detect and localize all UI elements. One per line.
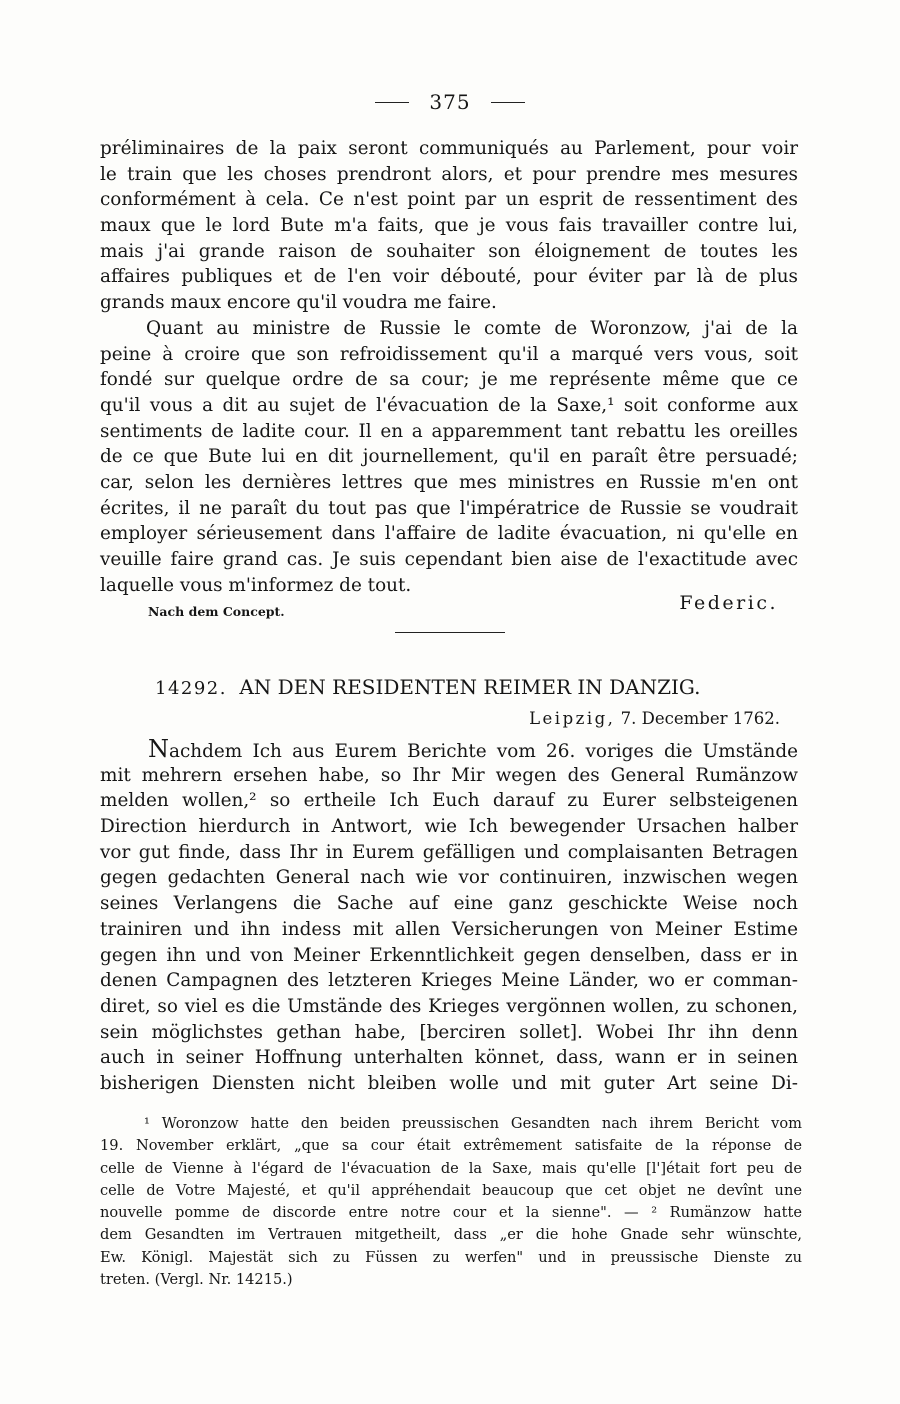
document-heading xyxy=(155,675,701,699)
footnote-line: celle de Vienne à l'égard de l'évacuation de la Saxe, mais qu'elle [l']était fort peu de xyxy=(100,1159,802,1177)
footnote-line: celle de Votre Majesté, et qu'il appréhendait beaucoup que cet objet ne devînt une xyxy=(100,1181,802,1199)
header-rule-right xyxy=(491,102,525,103)
text-line: gegen ihn und von Meiner Erkenntlichkeit gegen denselben, dass er in xyxy=(100,944,798,966)
dateline-date: 7. December 1762. xyxy=(620,709,780,728)
text-line: mit mehrern ersehen habe, so Ihr Mir wegen des General Rumänzow xyxy=(100,764,798,786)
footnote-line: 19. November erklärt, „que sa cour était extrêmement satisfaite de la réponse de xyxy=(100,1137,802,1155)
header-rule-left xyxy=(375,102,409,103)
text-line: le train que les choses prendront alors, et pour prendre mes mesures xyxy=(100,163,798,185)
page-header xyxy=(0,90,900,114)
source-note: Nach dem Concept. xyxy=(148,604,285,619)
footnote-line: dem Gesandten im Vertrauen mitgetheilt, dass „er die hohe Gnade sehr wünschte, xyxy=(100,1226,802,1244)
document-title: AN DEN RESIDENTEN REIMER IN DANZIG. xyxy=(239,675,701,699)
text-line: mais j'ai grande raison de souhaiter son éloignement de toutes les xyxy=(100,240,798,262)
text-line: Quant au ministre de Russie le comte de Woronzow, j'ai de la xyxy=(146,317,798,339)
text-line: denen Campagnen des letzteren Krieges Meine Länder, wo er comman- xyxy=(100,970,798,992)
document-number: 14292. xyxy=(155,678,227,699)
text-line: affaires publiques et de l'en voir débouté, pour éviter par là de plus xyxy=(100,266,798,288)
text-line: conformément à cela. Ce n'est point par un esprit de ressentiment des xyxy=(100,189,798,211)
text-line: seines Verlangens die Sache auf eine ganz geschickte Weise noch xyxy=(100,893,798,915)
footnote-line: Ew. Königl. Majestät sich zu Füssen zu werfen" und in preussische Dienste zu xyxy=(100,1248,802,1266)
text-line: préliminaires de la paix seront communiqués au Parlement, pour voir xyxy=(100,138,798,159)
footnote-line: nouvelle pomme de discorde entre notre cour et la sienne". — ² Rumänzow hatte xyxy=(100,1204,802,1222)
text-line: fondé sur quelque ordre de sa cour; je me représente même que ce xyxy=(100,369,798,391)
text-line: car, selon les dernières lettres que mes ministres en Russie m'en ont xyxy=(100,471,798,493)
text-line: qu'il vous a dit au sujet de l'évacuation de la Saxe,¹ soit conforme aux xyxy=(100,394,798,416)
text-line: sentiments de ladite cour. Il en a apparemment tant rebattu les oreilles xyxy=(100,420,798,442)
text-line xyxy=(100,737,798,763)
text-line: vor gut finde, dass Ihr in Eurem gefälligen und complaisanten Betragen xyxy=(100,841,798,863)
dateline xyxy=(529,709,780,728)
dateline-place: Leipzig, xyxy=(529,709,616,728)
text-line: peine à croire que son refroidissement qu'il a marqué vers vous, soit xyxy=(100,343,798,365)
text-line: trainiren und ihn indess mit allen Versicherungen von Meiner Estime xyxy=(100,918,798,940)
text-line: sein möglichstes gethan habe, [berciren sollet]. Wobei Ihr ihn denn xyxy=(100,1021,798,1043)
text-line: bisherigen Diensten nicht bleiben wolle und mit guter Art seine Di- xyxy=(100,1072,798,1094)
text-line: de ce que Bute lui en dit journellement, qu'il en paraît être persuadé; xyxy=(100,446,798,468)
letter-paragraph xyxy=(100,136,798,316)
text-line: diret, so viel es die Umstände des Krieges vergönnen wollen, zu schonen, xyxy=(100,995,798,1017)
footnote-line: ¹ Woronzow hatte den beiden preussischen Gesandten nach ihrem Bericht vom xyxy=(144,1115,802,1132)
footnotes xyxy=(100,1113,802,1291)
signature: Federic. xyxy=(679,592,778,614)
text-line: veuille faire grand cas. Je suis cependant bien aise de l'exactitude avec xyxy=(100,549,798,570)
text-line: maux que le lord Bute m'a faits, que je vous fais travailler contre lui, xyxy=(100,215,798,237)
initial-letter: N xyxy=(148,735,169,763)
text-line: écrites, il ne paraît du tout pas que l'impératrice de Russie se voudrait xyxy=(100,497,798,519)
text-line: melden wollen,² so ertheile Ich Euch darauf zu Eurer selbsteigenen xyxy=(100,790,798,812)
text-line: Direction hierdurch in Antwort, wie Ich bewegender Ursachen halber xyxy=(100,816,798,838)
text-line: employer sérieusement dans l'affaire de ladite évacuation, ni qu'elle en xyxy=(100,523,798,545)
text-line: auch in seiner Hoffnung unterhalten könnet, dass, wann er in seinen xyxy=(100,1047,798,1069)
first-line-text: achdem Ich aus Eurem Berichte vom 26. voriges die Umstände xyxy=(169,741,798,762)
text-line: gegen gedachten General nach wie vor continuiren, inzwischen wegen xyxy=(100,867,798,889)
section-divider xyxy=(395,632,505,633)
page-number: 375 xyxy=(429,90,471,114)
letter-text xyxy=(100,136,798,598)
document-text xyxy=(100,737,798,1097)
text-line: grands maux encore qu'il voudra me faire. xyxy=(100,292,497,314)
text-line: laquelle vous m'informez de tout. xyxy=(100,574,412,596)
footnote-line: treten. (Vergl. Nr. 14215.) xyxy=(100,1271,293,1289)
letter-paragraph xyxy=(100,316,798,599)
